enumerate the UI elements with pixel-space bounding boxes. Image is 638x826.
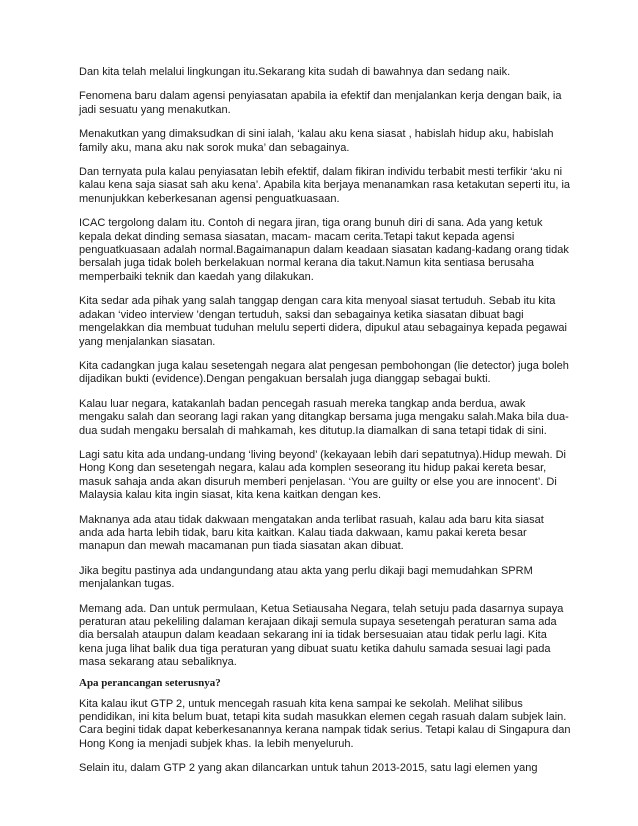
paragraph-5: ICAC tergolong dalam itu. Contoh di negara jiran, tiga orang bunuh diri di sana. Ada yang ketuk kepala dekat dinding semasa siasatan, macam- macam cerita.Tetapi takut kepada agensi penguatkuasaan adalah normal.Bagaimanapun dalam keadaan siasatan kadang-kadang orang tidak bersalah juga tidak boleh berkelakuan normal kerana dia takut.Namun kita sentiasa berusaha memperbaiki teknik dan kaedah yang dilakukan.	[79, 217, 569, 283]
paragraph-4: Dan ternyata pula kalau penyiasatan lebih efektif, dalam fikiran individu terbabit mesti terfikir ‘aku ni kalau kena saja siasat sah aku kena’. Apabila kita berjaya menanamkan rasa ketakutan seperti itu, ia menunjukkan keberkesanan agensi penguatkuasaan.	[79, 166, 571, 205]
document-page	[79, 66, 571, 787]
paragraph-2: Fenomena baru dalam agensi penyiasatan apabila ia efektif dan menjalankan kerja dengan baik, ia jadi sesuatu yang menakutkan.	[79, 90, 562, 116]
paragraph-7: Kita cadangkan juga kalau sesetengah negara alat pengesan pembohongan (lie detector) juga boleh dijadikan bukti (evidence).Dengan pengakuan bersalah juga dianggap sebagai bukti.	[79, 359, 569, 386]
paragraph-1: Dan kita telah melalui lingkungan itu.Sekarang kita sudah di bawahnya dan sedang naik.	[79, 66, 511, 78]
paragraph-14: Selain itu, dalam GTP 2 yang akan dilancarkan untuk tahun 2013-2015, satu lagi elemen yang	[79, 762, 538, 775]
paragraph-9: Lagi satu kita ada undang-undang ‘living beyond’ (kekayaan lebih dari sepatutnya).Hidup mewah. Di Hong Kong dan sesetengah negara, kalau ada komplen seseorang itu hidup pakai kereta besar, masuk sahaja anda akan disuruh memberi penjelasan. ‘You are guilty or else you are innocent’. Di Malaysia kalau kita ingin siasat, kita kena kaitkan dengan kes.	[79, 448, 566, 502]
section-heading: Apa perancangan seterusnya?	[79, 676, 221, 689]
paragraph-6: Kita sedar ada pihak yang salah tanggap dengan cara kita menyoal siasat tertuduh. Sebab itu kita adakan ‘video interview ’dengan tertuduh, saksi dan sebagainya ketika siasatan dibuat bagi mengelakkan dia membuat tuduhan melulu seperti didera, dipukul atau sebagainya kepada pegawai yang menjalankan siasatan.	[79, 295, 567, 348]
paragraph-13: Kita kalau ikut GTP 2, untuk mencegah rasuah kita kena sampai ke sekolah. Melihat silibus pendidikan, ini kita belum buat, tetapi kita sudah masukkan elemen cegah rasuah dalam subjek lain. Cara begini tidak dapat keberkesanannya kerana nampak tidak serius. Tetapi kalau di Singapura dan Hong Kong ia menjadi subjek khas. Ia lebih menyeluruh.	[79, 697, 571, 750]
paragraph-12: Memang ada. Dan untuk permulaan, Ketua Setiausaha Negara, telah setuju pada dasarnya supaya peraturan atau pekeliling dalaman kerajaan dikaji semula supaya sesetengah peraturan sama ada dia bersalah ataupun dalam keadaan sekarang ini ia tidak bersesuaian atau tidak perlu lagi. Kita kena juga lihat balik dua tiga peraturan yang dibuat suatu ketika dahulu samada sesuai lagi pada masa sekarang atau sebaliknya.	[79, 602, 564, 669]
paragraph-10: Maknanya ada atau tidak dakwaan mengatakan anda terlibat rasuah, kalau ada baru kita siasat anda ada harta lebih tidak, baru kita kaitkan. Kalau tiada dakwaan, kamu pakai kereta besar manapun dan mewah macamanan pun tiada siasatan akan dibuat.	[79, 513, 544, 553]
paragraph-11: Jika begitu pastinya ada undangundang atau akta yang perlu dikaji bagi memudahkan SPRM menjalankan tugas.	[79, 564, 533, 591]
paragraph-3: Menakutkan yang dimaksudkan di sini ialah, ‘kalau aku kena siasat , habislah hidup aku, habislah family aku, mana aku nak sorok muka’ dan sebagainya.	[79, 128, 554, 154]
paragraph-8: Kalau luar negara, katakanlah badan pencegah rasuah mereka tangkap anda berdua, awak mengaku salah dan seorang lagi rakan yang ditangkap bersama juga mengaku salah.Maka bila dua-dua sudah mengaku bersalah di mahkamah, kes ditutup.Ia diamalkan di sana tetapi tidak di sini.	[79, 397, 569, 437]
